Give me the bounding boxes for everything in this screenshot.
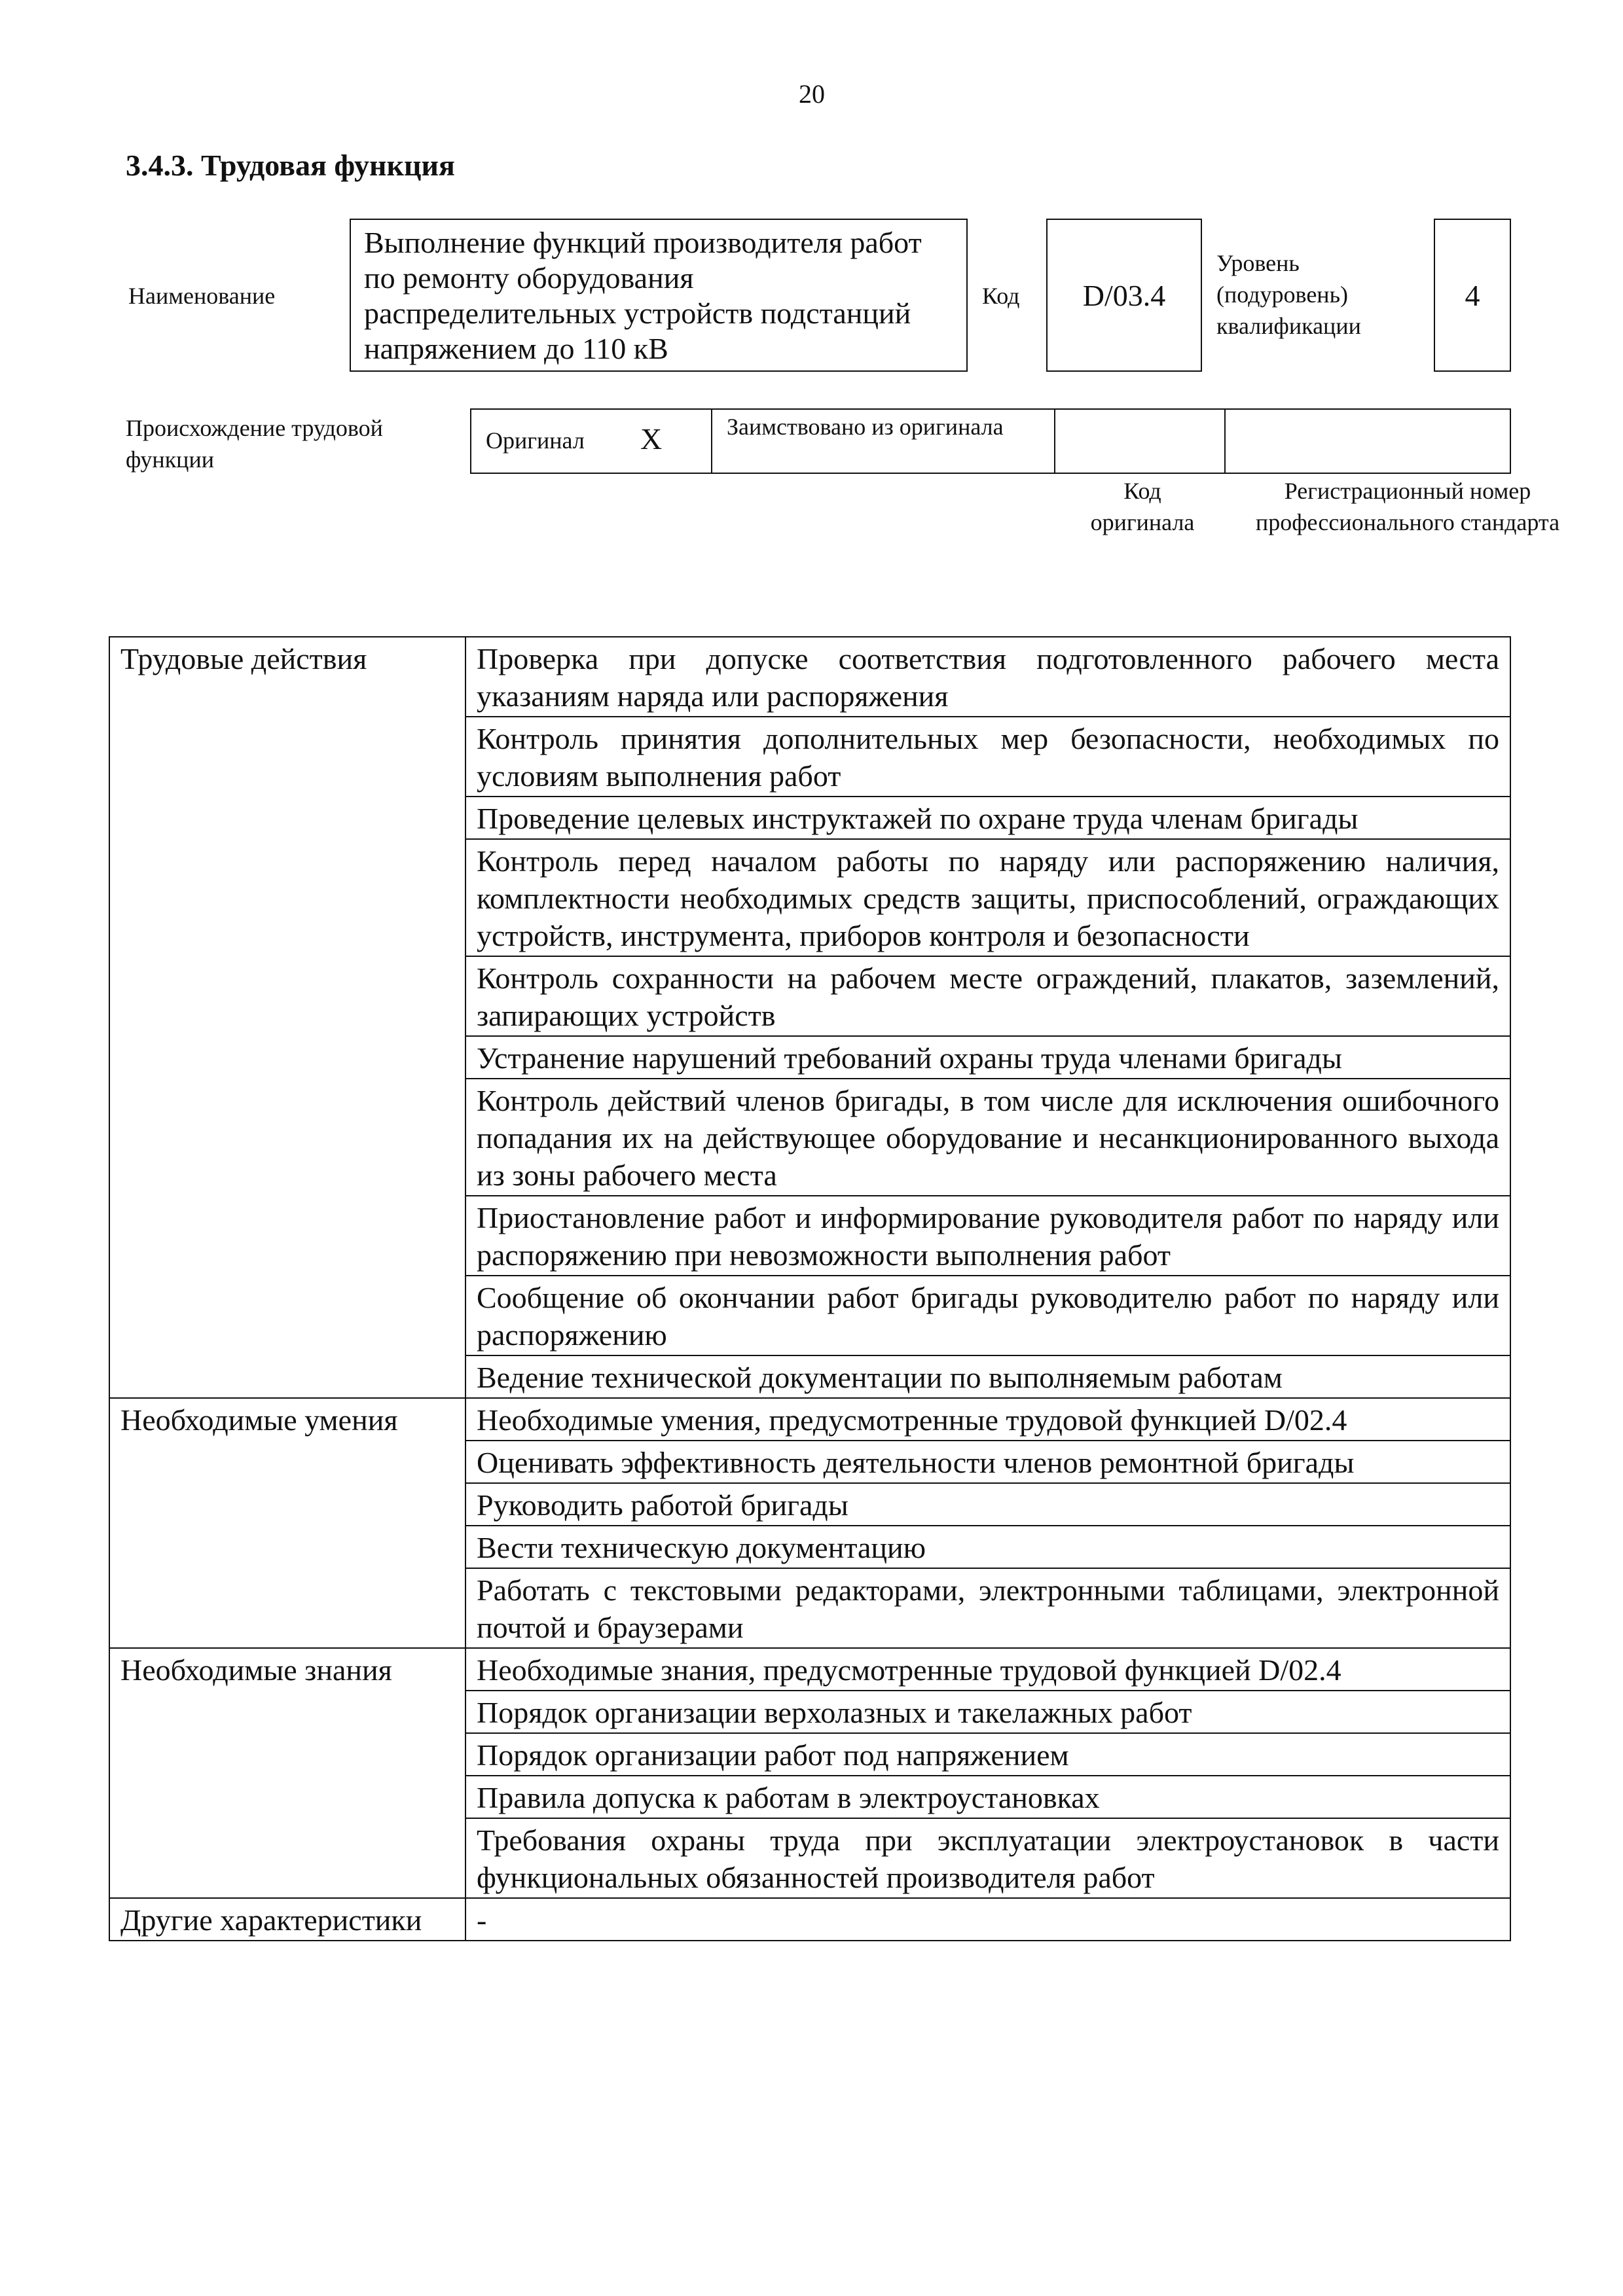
table-cell: Контроль перед началом работы по наряду или распоряжению наличия, комплектности необходимых средств защиты, приспособлений, ограждающих устройств, инструмента, приборов контроля и безопасности — [465, 839, 1510, 956]
table-cell: Приостановление работ и информирование руководителя работ по наряду или распоряжению при невозможности выполнения работ — [465, 1196, 1510, 1276]
origin-reg-number-cell — [1226, 410, 1510, 473]
table-cell: Оценивать эффективность деятельности членов ремонтной бригады — [465, 1441, 1510, 1483]
borrowed-label: Заимствовано из оригинала — [727, 414, 1004, 440]
section-title: 3.4.3. Трудовая функция — [126, 149, 455, 182]
table-cell: Контроль сохранности на рабочем месте ограждений, плакатов, заземлений, запирающих устройств — [465, 956, 1510, 1036]
table-cell: Необходимые знания, предусмотренные трудовой функцией D/02.4 — [465, 1648, 1510, 1691]
name-label: Наименование — [128, 283, 276, 309]
table-row — [109, 1898, 1510, 1941]
table-cell: Порядок организации работ под напряжением — [465, 1733, 1510, 1776]
table-cell: Контроль принятия дополнительных мер безопасности, необходимых по условиям выполнения работ — [465, 717, 1510, 797]
table-cell: Необходимые умения, предусмотренные трудовой функцией D/02.4 — [465, 1398, 1510, 1441]
table-cell: Требования охраны труда при эксплуатации электроустановок в части функциональных обязанностей производителя работ — [465, 1818, 1510, 1898]
function-name-box: Выполнение функций производителя работ по ремонту оборудования распределительных устройств подстанций напряжением до 110 кВ — [350, 219, 968, 372]
page-number: 20 — [799, 79, 825, 109]
code-original-caption: Код оригинала — [1090, 478, 1195, 535]
table-cell: Устранение нарушений требований охраны труда членами бригады — [465, 1036, 1510, 1079]
original-label: Оригинал — [486, 427, 585, 454]
origin-code-cell — [1055, 410, 1226, 473]
table-row — [109, 637, 1510, 717]
table-cell: Руководить работой бригады — [465, 1483, 1510, 1526]
origin-borrowed-cell — [712, 410, 1055, 473]
table-cell: Проверка при допуске соответствия подготовленного рабочего места указаниям наряда или распоряжения — [465, 637, 1510, 717]
knowledge-label: Необходимые знания — [109, 1648, 465, 1898]
table-cell: Ведение технической документации по выполняемым работам — [465, 1355, 1510, 1398]
labor-actions-label: Трудовые действия — [109, 637, 465, 1398]
reg-number-caption: Регистрационный номер профессионального стандарта — [1255, 478, 1560, 535]
table-cell: Сообщение об окончании работ бригады руководителю работ по наряду или распоряжению — [465, 1276, 1510, 1355]
table-cell: Контроль действий членов бригады, в том числе для исключения ошибочного попадания их на действующее оборудование и несанкционированного выхода из зоны рабочего места — [465, 1079, 1510, 1196]
table-cell: Работать с текстовыми редакторами, электронными таблицами, электронной почтой и браузерами — [465, 1568, 1510, 1648]
code-value-box: D/03.4 — [1046, 219, 1202, 372]
table-cell: Правила допуска к работам в электроустановках — [465, 1776, 1510, 1818]
table-cell: - — [465, 1898, 1510, 1941]
table-cell: Вести техническую документацию — [465, 1526, 1510, 1568]
function-details-table — [109, 636, 1511, 1941]
table-row — [109, 1398, 1510, 1441]
origin-label: Происхождение трудовой функции — [126, 415, 383, 473]
qualification-level-box: 4 — [1434, 219, 1511, 372]
table-cell: Проведение целевых инструктажей по охране труда членам бригады — [465, 797, 1510, 839]
qualification-level-label: Уровень (подуровень) квалификации — [1216, 250, 1361, 339]
original-mark: X — [640, 422, 663, 456]
origin-row — [470, 408, 1511, 474]
table-row — [109, 1648, 1510, 1691]
code-label: Код — [982, 283, 1020, 309]
skills-label: Необходимые умения — [109, 1398, 465, 1648]
table-cell: Порядок организации верхолазных и такелажных работ — [465, 1691, 1510, 1733]
origin-original-cell — [471, 410, 712, 473]
other-characteristics-label: Другие характеристики — [109, 1898, 465, 1941]
